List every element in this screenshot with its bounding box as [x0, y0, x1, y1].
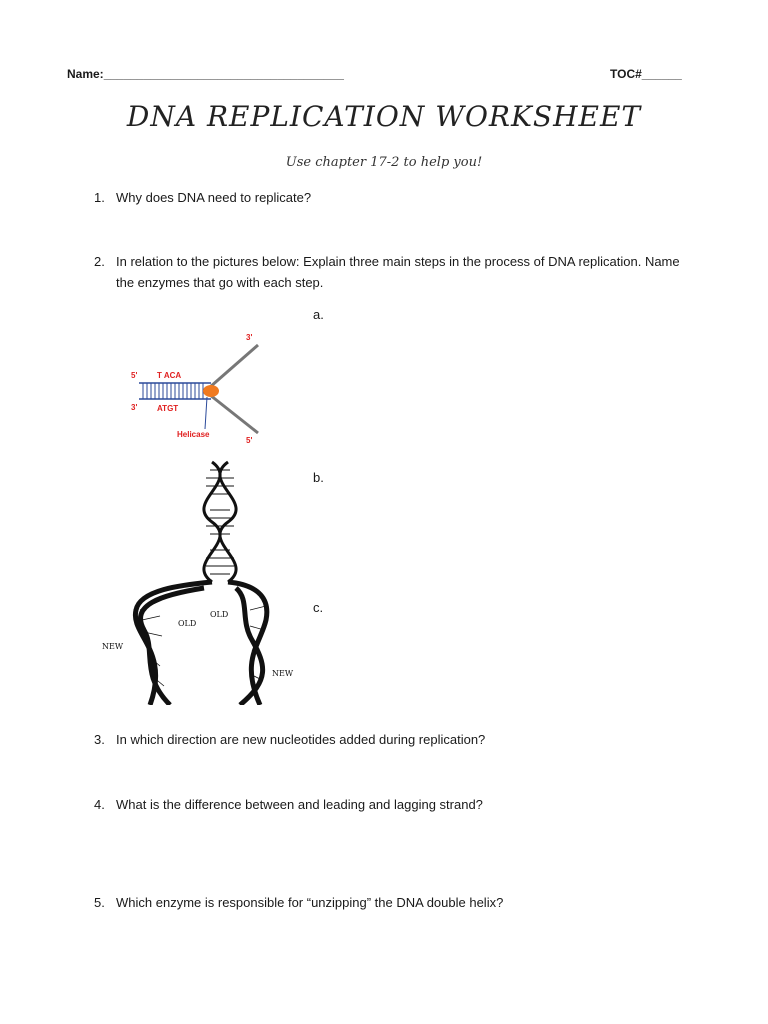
fork-upper-arm [210, 345, 258, 387]
question-number: 1. [94, 190, 105, 205]
replication-fork-diagram [125, 325, 275, 450]
toc-label: TOC# [610, 67, 642, 81]
base-pair-rungs [143, 383, 203, 399]
helicase-label: Helicase [177, 430, 210, 439]
question-2 [94, 251, 714, 295]
question-3 [94, 729, 714, 751]
question-5 [94, 892, 714, 914]
new-label-right: NEW [272, 669, 294, 678]
question-text: What is the difference between and leading and lagging strand? [116, 797, 483, 812]
question-number: 2. [94, 254, 105, 269]
bottom-sequence: ATGT [157, 404, 179, 413]
part-b-label: b. [313, 470, 324, 485]
old-label-right: OLD [210, 610, 229, 619]
top-sequence: T ACA [157, 371, 182, 380]
fork-lower-arm [210, 395, 258, 433]
helix-trunk [204, 462, 236, 582]
question-number: 5. [94, 895, 105, 910]
worksheet-title: DNA REPLICATION WORKSHEET [126, 100, 642, 133]
part-c-label: c. [313, 600, 324, 615]
question-text: In which direction are new nucleotides added during replication? [116, 732, 486, 747]
helicase-shape [203, 385, 219, 397]
helix-replication-diagram [100, 460, 300, 705]
question-number: 4. [94, 797, 105, 812]
old-label-left: OLD [178, 619, 197, 628]
question-4 [94, 794, 714, 816]
question-text: Which enzyme is responsible for “unzipping” the DNA double helix? [116, 895, 504, 910]
helicase-pointer [205, 397, 207, 429]
label-3prime-left: 3' [131, 403, 138, 412]
worksheet-subtitle: Use chapter 17-2 to help you! [285, 155, 483, 170]
toc-field[interactable] [610, 67, 682, 81]
name-blank[interactable]: ____________________________________ [103, 67, 344, 81]
name-label: Name: [67, 67, 104, 81]
right-branch [228, 582, 267, 705]
name-field[interactable] [67, 67, 344, 81]
question-number: 3. [94, 732, 105, 747]
label-5prime-left: 5' [131, 371, 138, 380]
new-label-left: NEW [102, 642, 124, 651]
question-text: In relation to the pictures below: Explain three main steps in the process of DNA replication. Name the enzymes that go with each step. [116, 254, 680, 290]
label-5prime-right: 5' [246, 436, 253, 445]
toc-blank[interactable]: ______ [641, 67, 682, 81]
question-1 [94, 187, 714, 209]
part-a-label: a. [313, 307, 324, 322]
left-branch [135, 582, 212, 705]
label-3prime-right: 3' [246, 333, 253, 342]
question-text: Why does DNA need to replicate? [116, 190, 312, 205]
